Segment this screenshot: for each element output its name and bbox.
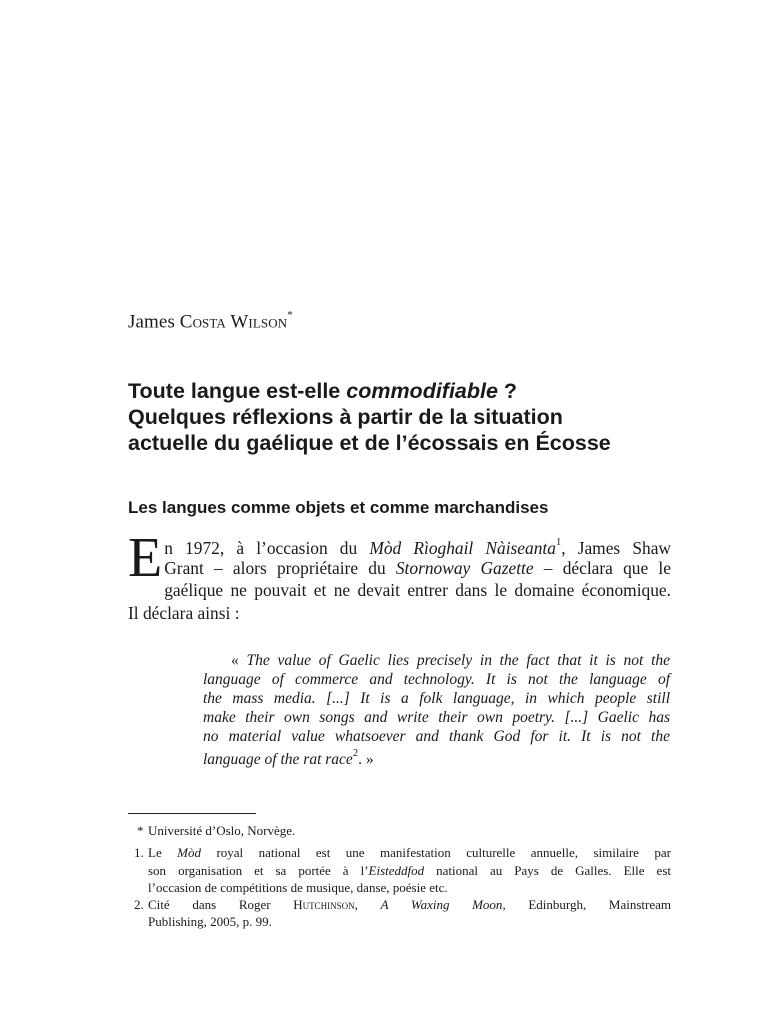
- quote-line-5: no material value whatsoever and thank God for it. It is not the: [203, 728, 670, 745]
- paragraph-line-1-end: , James Shaw: [561, 537, 671, 558]
- title-line-1-start: Toute langue est-elle: [128, 379, 347, 403]
- footnote-1-line-1: [148, 844, 671, 861]
- quote-close-mark: . »: [358, 751, 374, 769]
- footnote-1-line-3: l’occasion de compétitions de musique, danse, poésie etc.: [148, 879, 448, 895]
- author-surname: Costa Wilson: [179, 311, 288, 333]
- footnote-ref-1: 1: [555, 537, 562, 548]
- title-line-1-emphasis: commodifiable: [346, 379, 498, 403]
- footnote-affiliation: [128, 822, 671, 839]
- footnote-2-line-1-end: , Edinburgh, Mainstream: [502, 897, 671, 913]
- paragraph-line-2-end: – déclara que le: [533, 557, 671, 578]
- author-name: [128, 311, 293, 333]
- footnote-1-emphasis-mod: Mòd: [177, 845, 201, 861]
- footnote-separator: [128, 813, 256, 814]
- quote-line-1-text: The value of Gaelic lies precisely in the fact that it is not the: [246, 652, 671, 669]
- footnote-1-line-2: [148, 862, 671, 879]
- footnote-2-separator: ,: [354, 897, 381, 913]
- footnote-2-number: 2.: [134, 897, 144, 913]
- title-line-2: Quelques réflexions à partir de la situation: [128, 405, 563, 429]
- quote-line-6-text: language of the rat race: [203, 751, 353, 769]
- quote-open-mark: «: [231, 652, 247, 669]
- footnote-1-line-1-start: Le: [148, 845, 178, 861]
- body-paragraph: [128, 527, 671, 624]
- title-line-1-end: ?: [497, 379, 518, 403]
- paragraph-line-4: Il déclara ainsi :: [128, 602, 240, 623]
- drop-cap: E: [128, 527, 163, 589]
- footnote-1: [128, 844, 671, 896]
- footnote-2-line-2: Publishing, 2005, p. 99.: [148, 914, 272, 930]
- footnote-1-emphasis-eisteddfod: Eisteddfod: [368, 862, 425, 878]
- footnote-1-line-2-start: son organisation et sa portée à l’: [148, 862, 369, 878]
- footnote-affiliation-mark: *: [137, 823, 144, 838]
- title-line-3: actuelle du gaélique et de l’écossais en Écosse: [128, 431, 611, 455]
- footnote-1-number: 1.: [134, 845, 144, 861]
- footnote-1-line-2-end: national au Pays de Galles. Elle est: [424, 862, 671, 878]
- paragraph-line-1-emphasis: Mòd Rìoghail Nàiseanta: [369, 537, 556, 558]
- footnote-2-author-surname: Hutchinson: [293, 897, 355, 913]
- section-heading: Les langues comme objets et comme marchandises: [128, 498, 549, 517]
- paragraph-line-3: gaélique ne pouvait et ne devait entrer dans le domaine économique.: [164, 580, 671, 600]
- footnote-affiliation-text: Université d’Oslo, Norvège.: [148, 823, 296, 838]
- footnotes: [128, 822, 671, 931]
- author-first-name: James: [128, 311, 180, 333]
- paragraph-line-1-start: n 1972, à l’occasion du: [164, 537, 370, 558]
- footnote-2-line-1: [148, 896, 671, 913]
- quote-line-6: [203, 746, 670, 769]
- quote-line-4: make their own songs and write their own poetry. [...] Gaelic has: [203, 709, 670, 726]
- block-quote: [203, 651, 670, 769]
- footnote-ref-2: 2: [352, 748, 359, 759]
- footnote-2-line-1-start: Cité dans Roger: [148, 897, 294, 913]
- quote-line-1: [203, 651, 670, 670]
- author-affiliation-mark: *: [287, 309, 293, 321]
- paragraph-line-2: [128, 557, 671, 580]
- title-line-1: [128, 378, 688, 404]
- footnote-1-line-1-end: royal national est une manifestation culturelle annuelle, similaire par: [201, 845, 671, 861]
- footnote-2: [128, 896, 671, 931]
- paragraph-line-2-emphasis: Stornoway Gazette: [395, 557, 534, 578]
- quote-line-3: the mass media. [...] It is a folk language, in which people still: [203, 690, 670, 707]
- paragraph-line-2-start: Grant – alors propriétaire du: [164, 557, 396, 578]
- article-title: [128, 378, 688, 456]
- paragraph-line-1: [128, 534, 671, 557]
- quote-line-2: language of commerce and technology. It is not the language of: [203, 671, 670, 688]
- footnote-2-book-title: A Waxing Moon: [380, 897, 503, 913]
